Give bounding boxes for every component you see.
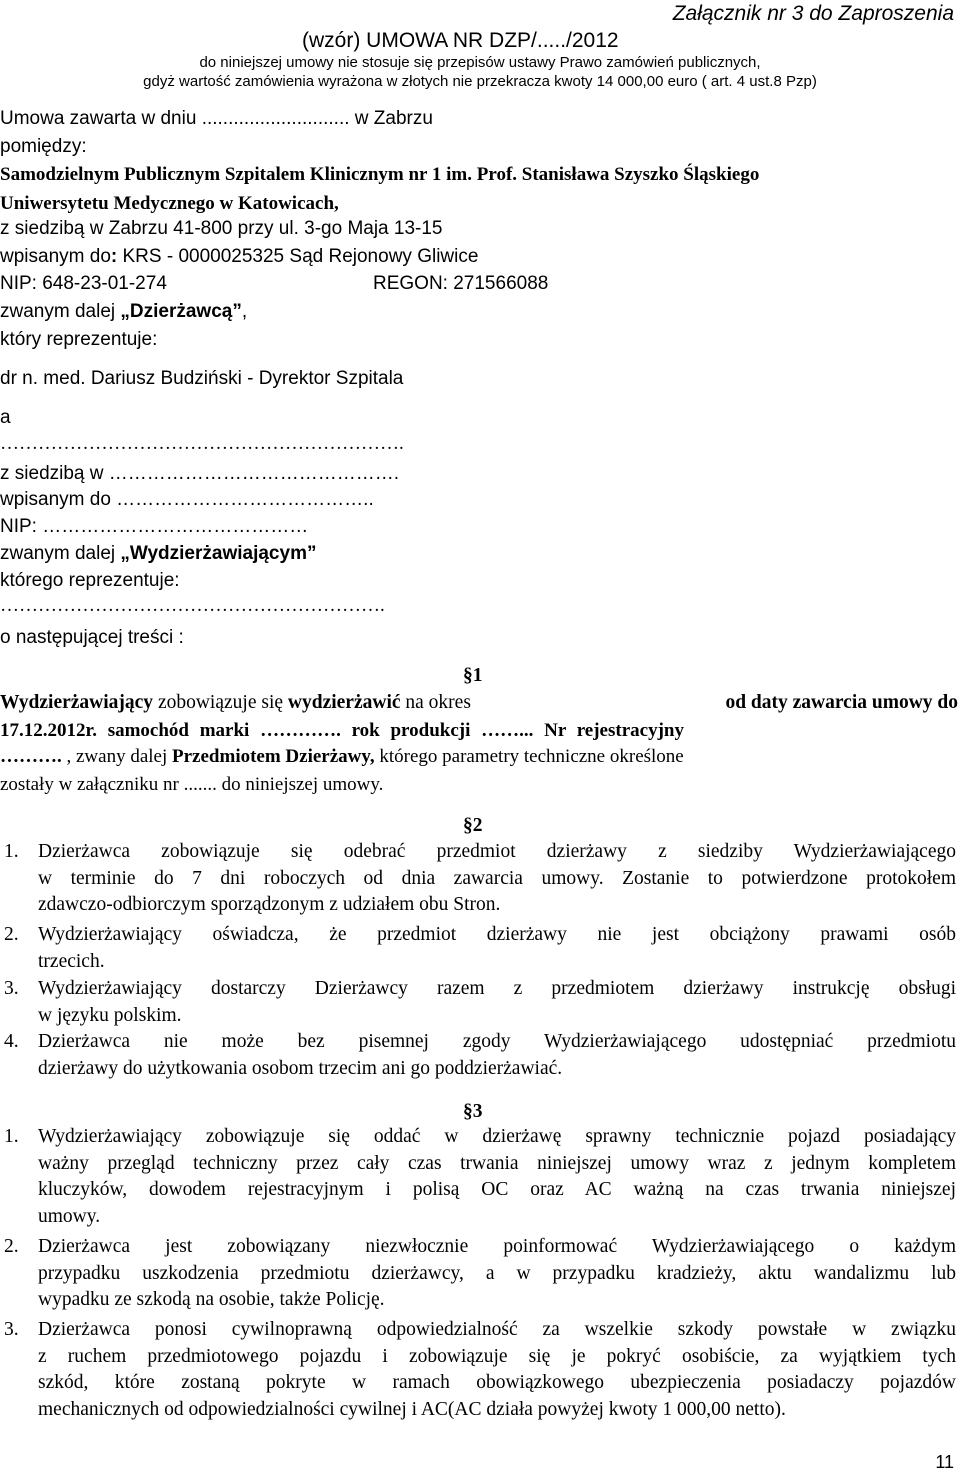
s3-item-line: mechanicznych od odpowiedzialności cywilnej i AC(AC działa powyżej kwoty 1 000,00 netto).	[38, 1398, 786, 1420]
s2-item-line: trzecich.	[38, 950, 105, 972]
lessee-nip: NIP: 648-23-01-274	[0, 273, 167, 294]
attachment-note: Załącznik nr 3 do Zaproszenia	[672, 2, 954, 25]
s3-item-line: Dzierżawca jest zobowiązany niezwłocznie poinformować Wydzierżawiającego o każdym	[38, 1236, 956, 1257]
lessee-seat: z siedzibą w Zabrzu 41-800 przy ul. 3-go Maja 13-15	[0, 218, 443, 239]
s2-item-line: zdawczo-odbiorczym sporządzonym z udziałem obu Stron.	[38, 894, 501, 915]
lessor-register: wpisanym do …………………………………..	[0, 489, 374, 510]
lessor-seat: z siedzibą w ……………………………………….	[0, 463, 400, 484]
concluded-line: Umowa zawarta w dniu ............................ w Zabrzu	[0, 108, 433, 129]
s3-item-number: 1.	[4, 1126, 19, 1147]
lessee-represented: który reprezentuje:	[0, 329, 158, 350]
s3-item-line: szkód, które zostaną pokryte w ramach obowiązkowego ubezpieczenia posiadaczy pojazdów	[38, 1372, 956, 1393]
pzp-note-line-2: gdyż wartość zamówienia wyrażona w złotych nie przekracza kwoty 14 000,00 euro ( art. 4 ust.8 Pzp)	[143, 73, 817, 90]
s1-line-3: ………. , zwany dalej Przedmiotem Dzierżawy, którego parametry techniczne określone	[0, 746, 684, 767]
document-title: (wzór) UMOWA NR DZP/...../2012	[302, 29, 619, 52]
s3-item-line: przypadku uszkodzenia przedmiotu dzierżawcy, a w przypadku kradzieży, aktu wandalizmu lub	[38, 1262, 956, 1284]
s2-item-number: 1.	[4, 841, 19, 862]
s1-line-4: zostały w załączniku nr ....... do niniejszej umowy.	[0, 774, 384, 795]
lessor-rep-blank: …………………………………………………….	[0, 595, 385, 616]
page-number: 11	[935, 1452, 954, 1472]
s3-item-line: kluczyków, dowodem rejestracyjnym i polisą OC oraz AC ważną na czas trwania niniejszej	[38, 1179, 956, 1200]
s3-item-line: z ruchem przedmiotowego pojazdu i zobowiązuje się je pokryć osobiście, za wyjątkiem tych	[38, 1345, 956, 1367]
s2-item-line: Dzierżawca nie może bez pisemnej zgody Wydzierżawiającego udostępniać przedmiotu	[38, 1031, 956, 1052]
s2-item-line: dzierżawy do użytkowania osobom trzecim ani go poddzierżawiać.	[38, 1057, 563, 1079]
pzp-note-line-1: do niniejszej umowy nie stosuje się przepisów ustawy Prawo zamówień publicznych,	[199, 54, 761, 71]
lessee-krs: wpisanym do: KRS - 0000025325 Sąd Rejonowy Gliwice	[0, 246, 479, 267]
s2-item-line: w języku polskim.	[38, 1004, 182, 1026]
s3-item-line: Dzierżawca ponosi cywilnoprawną odpowiedzialność za wszelkie szkody powstałe w związku	[38, 1319, 956, 1340]
s2-item-line: w terminie do 7 dni roboczych od dnia zawarcia umowy. Zostanie to potwierdzone protokołem	[38, 867, 956, 889]
section-3-mark: §3	[463, 1101, 483, 1122]
s2-item-number: 3.	[4, 978, 19, 999]
director: dr n. med. Dariusz Budziński - Dyrektor Szpitala	[0, 368, 404, 389]
lessor-role: „Wydzierżawiającym”	[120, 543, 317, 564]
section-1-mark: §1	[463, 665, 483, 686]
lessor-blank: ……………………………………………………….	[0, 433, 404, 454]
lessee-name-line-2: Uniwersytetu Medycznego w Katowicach,	[0, 193, 339, 214]
s3-item-line: Wydzierżawiający zobowiązuje się oddać w dzierżawę sprawny technicznie pojazd posiadający	[38, 1126, 956, 1147]
s3-item-line: ważny przegląd techniczny przez cały czas trwania niniejszej umowy wraz z jednym kompletem	[38, 1152, 956, 1174]
and-label: a	[0, 407, 11, 428]
lessee-called: zwanym dalej „Dzierżawcą”,	[0, 301, 248, 322]
s1-line-1: Wydzierżawiający zobowiązuje się wydzierżawić na okres od daty zawarcia umowy do	[0, 692, 958, 713]
lessee-name-line-1: Samodzielnym Publicznym Szpitalem Klinicznym nr 1 im. Prof. Stanisława Szyszko Śląskiego	[0, 164, 760, 185]
s2-item-number: 2.	[4, 924, 19, 945]
section-2-mark: §2	[463, 815, 483, 836]
s3-item-line: umowy.	[38, 1205, 101, 1227]
s1-line-2: 17.12.2012r. samochód marki …………. rok produkcji ……... Nr rejestracyjny	[0, 720, 684, 741]
s3-item-number: 2.	[4, 1236, 19, 1257]
lessor-called: zwanym dalej „Wydzierżawiającym”	[0, 543, 317, 564]
s2-item-line: Wydzierżawiający dostarczy Dzierżawcy razem z przedmiotem dzierżawy instrukcję obsługi	[38, 978, 956, 999]
between-label: pomiędzy:	[0, 136, 87, 157]
s2-item-line: Dzierżawca zobowiązuje się odebrać przedmiot dzierżawy z siedziby Wydzierżawiającego	[38, 841, 956, 862]
s3-item-number: 3.	[4, 1319, 19, 1340]
lessor-nip: NIP: ……………………………………	[0, 516, 309, 537]
s2-item-number: 4.	[4, 1031, 19, 1052]
lessee-role: „Dzierżawcą”	[120, 301, 242, 322]
lessee-regon: REGON: 271566088	[373, 273, 549, 294]
s2-item-line: Wydzierżawiający oświadcza, że przedmiot dzierżawy nie jest obciążony prawami osób	[38, 924, 956, 945]
content-label: o następującej treści :	[0, 627, 184, 648]
s3-item-line: wypadku ze szkodą na osobie, także Policję.	[38, 1289, 385, 1310]
lessor-represented: którego reprezentuje:	[0, 570, 180, 591]
